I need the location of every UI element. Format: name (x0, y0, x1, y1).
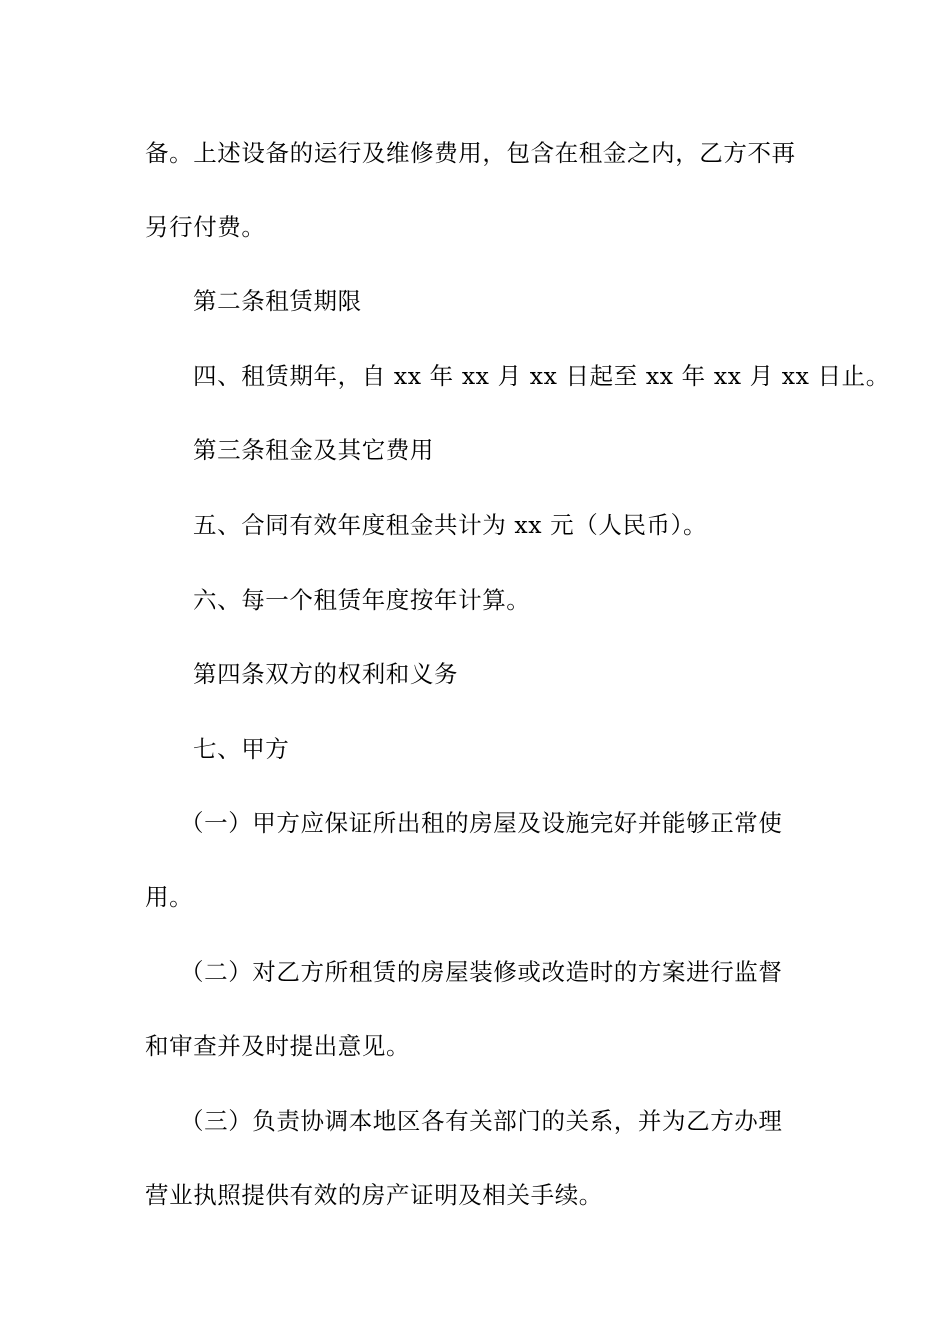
paragraph-line: 七、甲方 (193, 735, 290, 763)
paragraph-line: 另行付费。 (145, 213, 266, 241)
paragraph-line: 六、每一个租赁年度按年计算。 (193, 586, 531, 614)
paragraph-line: 和审查并及时提出意见。 (145, 1032, 411, 1060)
section-heading: 第二条租赁期限 (193, 287, 362, 315)
paragraph-line: 四、租赁期年，自 xx 年 xx 月 xx 日起至 xx 年 xx 月 xx 日止。 (193, 362, 890, 390)
section-heading: 第三条租金及其它费用 (193, 436, 434, 464)
paragraph-line: 备。上述设备的运行及维修费用，包含在租金之内，乙方不再 (145, 139, 796, 167)
paragraph-line: （一）甲方应保证所出租的房屋及设施完好并能够正常使 (180, 809, 783, 837)
paragraph-line: 五、合同有效年度租金共计为 xx 元（人民币）。 (193, 511, 708, 539)
section-heading: 第四条双方的权利和义务 (193, 660, 459, 688)
paragraph-line: （三）负责协调本地区各有关部门的关系，并为乙方办理 (180, 1107, 783, 1135)
paragraph-line: （二）对乙方所租赁的房屋装修或改造时的方案进行监督 (180, 958, 783, 986)
paragraph-line: 用。 (145, 883, 194, 911)
paragraph-line: 营业执照提供有效的房产证明及相关手续。 (145, 1181, 603, 1209)
